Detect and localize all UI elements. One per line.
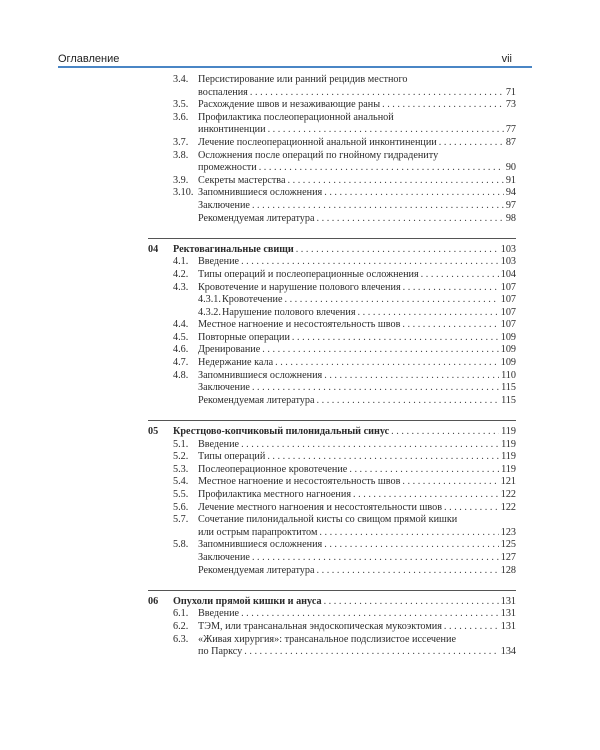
toc-entry-page: 122	[500, 501, 516, 513]
toc-entry-line	[173, 282, 516, 295]
toc-entry-number: 4.7.	[173, 357, 189, 369]
toc-entry-line	[173, 200, 516, 213]
leader-dots	[324, 539, 498, 552]
toc-entry	[173, 200, 516, 213]
toc-entry	[173, 357, 516, 370]
chapter-heading	[148, 590, 516, 609]
toc-entry-text: Профилактика местного нагноения	[198, 489, 352, 500]
leader-dots	[358, 307, 499, 320]
leader-dots	[288, 175, 504, 188]
toc-entry	[173, 344, 516, 357]
toc-entry-text: Послеоперационное кровотечение	[198, 463, 348, 475]
toc-entry-text: Лечение послеоперационной анальной инконтиненции	[198, 136, 437, 148]
toc-entry	[173, 514, 516, 539]
toc-entry-line	[173, 307, 516, 320]
toc-entry-text: Персистирование или ранний рецидив местного	[198, 74, 408, 85]
toc-entry-text: Местное нагноение и несостоятельность швов	[198, 319, 401, 331]
toc-entry-text: инконтиненции	[198, 124, 266, 136]
leader-dots	[284, 294, 498, 307]
chapter-spacer	[173, 225, 516, 238]
toc-entry-number: 5.7.	[173, 514, 189, 526]
toc-entry	[173, 382, 516, 395]
toc-entry-page: 91	[505, 174, 516, 186]
toc-entry-page: 77	[505, 124, 516, 136]
toc-entry-line	[173, 527, 516, 540]
toc-entry-page: 119	[501, 451, 516, 463]
toc-entry-text: Сочетание пилонидальной кисты со свищом прямой кишки	[198, 514, 458, 526]
toc-entry-line	[173, 621, 516, 634]
toc-entry-page: 128	[500, 564, 516, 576]
leader-dots	[252, 552, 499, 565]
toc-entry-text: или острым парапроктитом	[198, 526, 318, 538]
toc-entry-number: 3.5.	[173, 99, 189, 111]
toc-entry-number: 5.4.	[173, 476, 189, 488]
toc-entry-number: 5.5.	[173, 489, 189, 500]
toc-entry-page: 109	[500, 357, 516, 369]
toc-entry-line	[173, 256, 516, 269]
toc-entry-text: Профилактика послеоперационной анальной	[198, 111, 394, 123]
toc-entry	[173, 332, 516, 345]
leader-dots	[252, 382, 499, 395]
toc-entry-page: 107	[500, 319, 516, 331]
toc-entry-page: 97	[505, 199, 516, 211]
toc-entry-text: Рекомендуемая литература	[198, 394, 315, 406]
toc-entry-text: по Парксу	[198, 646, 243, 658]
toc-entry-page: 87	[505, 136, 516, 148]
toc-entry-line	[173, 137, 516, 150]
header-rule	[58, 66, 532, 68]
toc-entry-line	[173, 489, 516, 502]
leader-dots	[349, 464, 499, 477]
toc-entry-page: 109	[500, 344, 516, 356]
toc-entry-page: 121	[500, 476, 516, 488]
chapter-page: 119	[501, 426, 516, 438]
leader-dots	[324, 187, 504, 200]
leader-dots	[275, 357, 499, 370]
toc-entry-page: 94	[505, 187, 516, 199]
toc-entry-text: Запомнившиеся осложнения	[198, 369, 323, 381]
toc-entry-line	[173, 395, 516, 408]
chapter-section	[148, 238, 516, 408]
toc-entry-line	[173, 439, 516, 452]
toc-entry-number: 4.4.	[173, 319, 189, 331]
toc-entry-page: 122	[500, 489, 516, 500]
toc-entry-line	[173, 565, 516, 578]
toc-entry-text: Дренирование	[198, 344, 261, 356]
toc-entry-page: 107	[500, 281, 516, 293]
toc-entry-number: 4.3.	[173, 281, 189, 293]
toc-entry-line	[173, 502, 516, 515]
toc-entry-text: Кровотечение и нарушение полового влечения	[198, 281, 401, 293]
toc-entry-page: 110	[501, 369, 516, 381]
running-head-page: vii	[501, 53, 512, 65]
toc-entry-number: 5.2.	[173, 451, 189, 463]
toc-entry-page: 107	[500, 306, 516, 318]
toc-entry-number: 6.1.	[173, 608, 189, 620]
toc-entry-line	[173, 213, 516, 226]
leader-dots	[444, 502, 499, 515]
toc-entry-line	[173, 87, 516, 100]
toc-entry-number: 3.10.	[173, 187, 194, 199]
chapter-number: 05	[148, 426, 159, 438]
toc-entry-text: ТЭМ, или трансанальная эндоскопическая мукоэктомия	[198, 620, 442, 632]
chapter-spacer	[173, 577, 516, 590]
leader-dots	[444, 621, 499, 634]
toc-entry-text: Нарушение полового влечения	[222, 306, 356, 318]
toc-entry	[173, 112, 516, 137]
leader-dots	[439, 137, 504, 150]
toc-entry-number: 3.9.	[173, 174, 189, 186]
toc-entry-number: 5.1.	[173, 438, 189, 450]
toc-entry	[173, 395, 516, 408]
toc-entry	[173, 464, 516, 477]
leader-dots	[259, 162, 504, 175]
chapter-heading-line	[148, 244, 516, 257]
toc-entry	[173, 502, 516, 515]
toc-entry	[173, 294, 516, 307]
toc-entry	[173, 476, 516, 489]
toc-entry-line	[173, 357, 516, 370]
toc-entry-number: 5.3.	[173, 463, 189, 475]
leader-dots	[324, 596, 499, 609]
chapter-spacer	[173, 407, 516, 420]
toc-entry	[173, 137, 516, 150]
leader-dots	[267, 451, 499, 464]
toc-entry	[173, 439, 516, 452]
toc-entry-text: Запомнившиеся осложнения	[198, 539, 323, 551]
toc-entry	[173, 451, 516, 464]
leader-dots	[268, 124, 504, 137]
chapter-page: 131	[500, 595, 516, 607]
toc-entry	[173, 634, 516, 659]
leader-dots	[402, 476, 498, 489]
table-of-contents	[148, 74, 516, 659]
running-head	[58, 47, 512, 65]
toc-entry	[173, 256, 516, 269]
toc-entry-line	[173, 175, 516, 188]
toc-entry	[173, 269, 516, 282]
toc-entry-line	[173, 187, 516, 200]
toc-entry-number: 3.6.	[173, 111, 189, 123]
toc-entry-text: Рекомендуемая литература	[198, 564, 315, 576]
toc-entry-number: 4.3.1.	[198, 294, 221, 306]
toc-entry-line	[173, 552, 516, 565]
toc-entry-page: 115	[501, 382, 516, 394]
toc-entry	[173, 187, 516, 200]
leader-dots	[319, 527, 498, 540]
leader-dots	[421, 269, 499, 282]
leader-dots	[391, 426, 499, 439]
toc-entry-number: 4.1.	[173, 256, 189, 268]
leader-dots	[317, 395, 500, 408]
leader-dots	[244, 646, 498, 659]
toc-entry-line	[173, 99, 516, 112]
toc-entry-line	[173, 344, 516, 357]
toc-entry-text: Секреты мастерства	[198, 174, 286, 186]
toc-entry-text: «Живая хирургия»: трансанальное подслизистое иссечение	[198, 633, 456, 645]
toc-entry-line	[173, 370, 516, 383]
toc-entry	[173, 489, 516, 502]
toc-entry-line	[173, 646, 516, 659]
leader-dots	[292, 332, 499, 345]
toc-entry-text: Заключение	[198, 382, 250, 394]
toc-entry-line	[173, 382, 516, 395]
leader-dots	[250, 87, 504, 100]
toc-entry-text: Недержание кала	[198, 357, 274, 369]
toc-entry-line	[173, 150, 516, 163]
toc-entry-page: 71	[505, 86, 516, 98]
toc-entry-text: промежности	[198, 162, 257, 174]
toc-entry-line	[173, 608, 516, 621]
toc-entry-line	[173, 332, 516, 345]
toc-entry-page: 119	[501, 438, 516, 450]
toc-entry-number: 4.8.	[173, 369, 189, 381]
toc-entry-page: 109	[500, 331, 516, 343]
toc-entry-text: Введение	[198, 608, 240, 620]
toc-entry-number: 3.8.	[173, 149, 189, 161]
leader-dots	[317, 213, 504, 226]
toc-entry-line	[173, 451, 516, 464]
toc-entry-line	[173, 476, 516, 489]
toc-entry-line	[173, 124, 516, 137]
toc-entry-text: воспаления	[198, 86, 248, 98]
chapter-heading	[148, 420, 516, 439]
toc-entry-page: 131	[500, 620, 516, 632]
toc-entry-text: Рекомендуемая литература	[198, 212, 315, 224]
toc-entry-page: 107	[500, 294, 516, 306]
toc-entry-page: 131	[500, 608, 516, 620]
toc-entry-text: Типы операций и послеоперационные осложнения	[198, 268, 419, 280]
leader-dots	[317, 565, 499, 578]
chapter-title: Крестцово-копчиковый пилонидальный синус	[173, 426, 390, 438]
toc-entry-number: 6.2.	[173, 620, 189, 632]
toc-entry-line	[173, 162, 516, 175]
toc-entry-page: 123	[500, 526, 516, 538]
toc-entry-number: 4.3.2.	[198, 306, 221, 318]
chapter-heading-line	[148, 426, 516, 439]
chapter-section	[148, 590, 516, 659]
toc-entry	[173, 621, 516, 634]
toc-entry-number: 3.7.	[173, 136, 189, 148]
chapter-page: 103	[500, 243, 516, 255]
toc-entry	[173, 370, 516, 383]
toc-entry-text: Введение	[198, 256, 240, 268]
leader-dots	[382, 99, 504, 112]
toc-entry	[173, 539, 516, 552]
toc-entry-line	[173, 319, 516, 332]
leader-dots	[241, 608, 499, 621]
toc-entry-page: 98	[505, 212, 516, 224]
toc-entry-number: 3.4.	[173, 74, 189, 85]
leader-dots	[241, 439, 499, 452]
leader-dots	[252, 200, 504, 213]
toc-entry	[173, 213, 516, 226]
toc-entry-page: 115	[501, 394, 516, 406]
toc-entry-text: Осложнения после операций по гнойному гидрадениту	[198, 149, 439, 161]
chapter-title: Опухоли прямой кишки и ануса	[173, 595, 322, 607]
toc-entry-page: 125	[500, 539, 516, 551]
toc-entry	[173, 150, 516, 175]
running-head-title: Оглавление	[58, 53, 120, 65]
toc-entry	[173, 552, 516, 565]
leader-dots	[403, 282, 499, 295]
toc-entry-page: 127	[500, 551, 516, 563]
toc-entry-line	[173, 269, 516, 282]
toc-entry-line	[173, 514, 516, 527]
leader-dots	[262, 344, 498, 357]
toc-entry-text: Лечение местного нагноения и несостоятельности швов	[198, 501, 442, 513]
toc-entry-text: Повторные операции	[198, 331, 290, 343]
toc-entry-page: 104	[500, 268, 516, 280]
toc-entry-number: 5.6.	[173, 501, 189, 513]
toc-entry-page: 119	[501, 463, 516, 475]
toc-entry-text: Введение	[198, 438, 240, 450]
toc-entry-line	[173, 539, 516, 552]
toc-entry-line	[173, 464, 516, 477]
chapter-number: 06	[148, 595, 159, 607]
toc-entry	[173, 282, 516, 295]
toc-entry-text: Расхождение швов и незаживающие раны	[198, 99, 381, 111]
toc-entry-page: 103	[500, 256, 516, 268]
toc-entry-number: 5.8.	[173, 539, 189, 551]
toc-entry-text: Кровотечение	[222, 294, 283, 306]
toc-entry	[173, 74, 516, 99]
toc-entry-text: Типы операций	[198, 451, 266, 463]
chapter-heading	[148, 238, 516, 257]
leader-dots	[402, 319, 498, 332]
toc-entry	[173, 307, 516, 320]
toc-entry-page: 134	[500, 646, 516, 658]
toc-entry-text: Заключение	[198, 551, 250, 563]
toc-entry-line	[173, 112, 516, 125]
toc-entry	[173, 99, 516, 112]
toc-entry-line	[173, 634, 516, 647]
toc-entry	[173, 608, 516, 621]
toc-entry	[173, 319, 516, 332]
toc-entry-text: Заключение	[198, 199, 250, 211]
chapter-number: 04	[148, 243, 159, 255]
leader-dots	[353, 489, 499, 502]
toc-entry-page: 73	[505, 99, 516, 111]
toc-entry-page: 90	[505, 162, 516, 174]
toc-entry	[173, 565, 516, 578]
toc-entry-line	[173, 74, 516, 87]
toc-entry-number: 6.3.	[173, 633, 189, 645]
chapter-section	[148, 420, 516, 577]
leader-dots	[241, 256, 499, 269]
toc-entry-text: Запомнившиеся осложнения	[198, 187, 323, 199]
toc-entry-number: 4.2.	[173, 268, 189, 280]
toc-entry-line	[173, 294, 516, 307]
leader-dots	[296, 244, 499, 257]
leader-dots	[324, 370, 499, 383]
toc-entry-number: 4.6.	[173, 344, 189, 356]
chapter-heading-line	[148, 596, 516, 609]
toc-entry-text: Местное нагноение и несостоятельность швов	[198, 476, 401, 488]
toc-entry	[173, 175, 516, 188]
toc-entry-number: 4.5.	[173, 331, 189, 343]
chapter-title: Ректовагинальные свищи	[173, 243, 294, 255]
